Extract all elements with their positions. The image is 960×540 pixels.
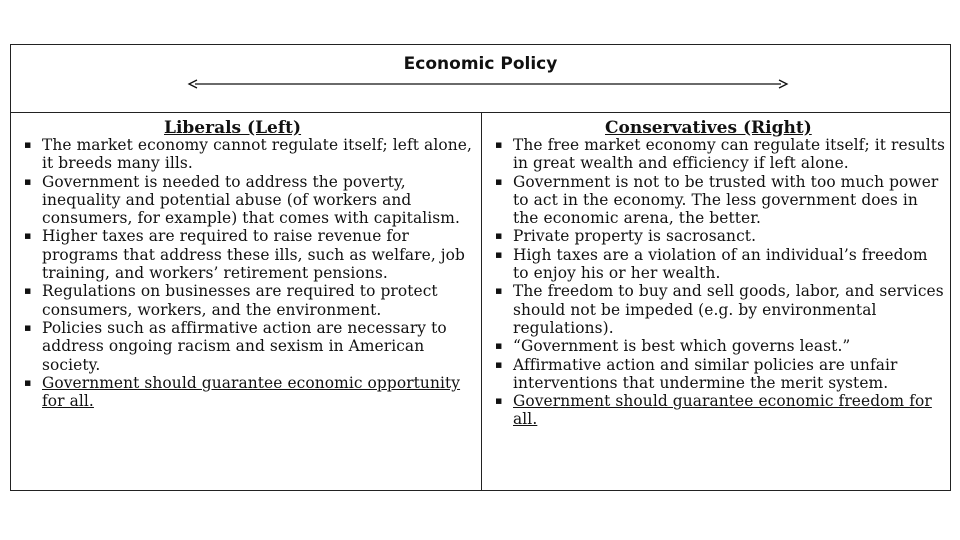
double-arrow-icon <box>187 79 789 89</box>
list-item: ▪ Government is not to be trusted with too much power to act in the economy. The less government does in the economic arena, the better. <box>495 173 947 228</box>
table-header <box>11 45 950 113</box>
liberals-list <box>24 136 476 410</box>
list-item: ▪ Government should guarantee economic opportunity for all. <box>24 374 476 411</box>
list-item: ▪ “Government is best which governs least.” <box>495 337 947 355</box>
liberals-column <box>11 113 482 490</box>
list-item: ▪ High taxes are a violation of an individual’s freedom to enjoy his or her wealth. <box>495 246 947 283</box>
list-item: ▪ The freedom to buy and sell goods, labor, and services should not be impeded (e.g. by environmental regulations). <box>495 282 947 337</box>
conservatives-column <box>482 113 950 490</box>
list-item: ▪ The market economy cannot regulate itself; left alone, it breeds many ills. <box>24 136 476 173</box>
conservatives-heading: Conservatives (Right) <box>605 118 812 138</box>
table-title: Economic Policy <box>403 54 558 74</box>
list-item: ▪ The free market economy can regulate itself; it results in great wealth and efficiency if left alone. <box>495 136 947 173</box>
list-item: ▪ Policies such as affirmative action are necessary to address ongoing racism and sexism in American society. <box>24 319 476 374</box>
list-item: ▪ Government is needed to address the poverty, inequality and potential abuse (of workers and consumers, for example) that comes with capitalism. <box>24 173 476 228</box>
liberals-heading: Liberals (Left) <box>164 118 302 138</box>
conservatives-list <box>495 136 947 429</box>
list-item: ▪ Government should guarantee economic freedom for all. <box>495 392 947 429</box>
economic-policy-table <box>10 44 951 491</box>
list-item: ▪ Regulations on businesses are required to protect consumers, workers, and the environment. <box>24 282 476 319</box>
list-item: ▪ Private property is sacrosanct. <box>495 227 947 245</box>
list-item: ▪ Higher taxes are required to raise revenue for programs that address these ills, such as welfare, job training, and workers’ retirement pensions. <box>24 227 476 282</box>
list-item: ▪ Affirmative action and similar policies are unfair interventions that undermine the merit system. <box>495 356 947 393</box>
